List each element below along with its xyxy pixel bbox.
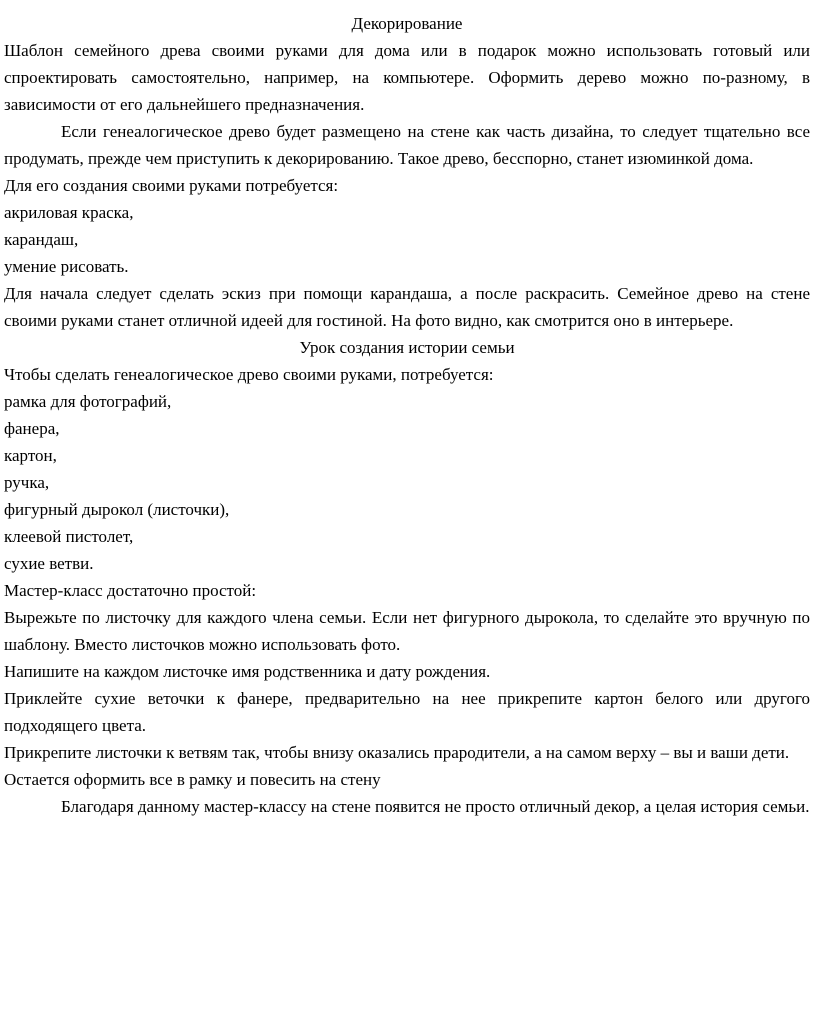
list-item-material-lesson: рамка для фотографий, [4, 392, 172, 411]
list-item-material-wall: карандаш, [4, 230, 79, 249]
paragraph-step-attach-leaves: Прикрепите листочки к ветвям так, чтобы внизу оказались прародители, а на самом верху – вы и ваши дети. [4, 743, 790, 762]
paragraph-step-frame: Остается оформить все в рамку и повесить на стену [4, 770, 381, 789]
list-item-material-wall: умение рисовать. [4, 257, 129, 276]
list-item-material-wall: акриловая краска, [4, 203, 134, 222]
list-item-material-lesson: сухие ветви. [4, 554, 94, 573]
paragraph-wall-design: Если генеалогическое древо будет размещено на стене как часть дизайна, то следует тщательно все продумать, прежде чем приступить к декорированию. Такое древо, бесспорно, станет изюминкой дома. [4, 122, 810, 168]
list-item-material-lesson: клеевой пистолет, [4, 527, 134, 546]
list-item-material-lesson: картон, [4, 446, 57, 465]
paragraph-step-glue-branches: Приклейте сухие веточки к фанере, предварительно на нее прикрепите картон белого или другого подходящего цвета. [4, 689, 810, 735]
paragraph-intro: Шаблон семейного древа своими руками для дома или в подарок можно использовать готовый или спроектировать самостоятельно, например, на компьютере. Оформить дерево можно по-разному, в зависимости от его дальнейшего предназначения. [4, 41, 810, 114]
paragraph-sketch: Для начала следует сделать эскиз при помощи карандаша, а после раскрасить. Семейное древо на стене своими руками станет отличной идеей для гостиной. На фото видно, как смотрится оно в интерьере. [4, 284, 810, 330]
list-item-material-lesson: фанера, [4, 419, 60, 438]
heading-materials-wall: Для его создания своими руками потребуется: [4, 176, 339, 195]
document-title: Декорирование [351, 14, 463, 33]
heading-lesson: Урок создания истории семьи [299, 338, 515, 357]
paragraph-outro: Благодаря данному мастер-классу на стене появится не просто отличный декор, а целая история семьи. [61, 797, 810, 816]
heading-masterclass: Мастер-класс достаточно простой: [4, 581, 257, 600]
paragraph-step-cut-leaves: Вырежьте по листочку для каждого члена семьи. Если нет фигурного дырокола, то сделайте это вручную по шаблону. Вместо листочков можно использовать фото. [4, 608, 810, 654]
list-item-material-lesson: фигурный дырокол (листочки), [4, 500, 230, 519]
heading-materials-lesson: Чтобы сделать генеалогическое древо своими руками, потребуется: [4, 365, 494, 384]
list-item-material-lesson: ручка, [4, 473, 50, 492]
paragraph-step-write-names: Напишите на каждом листочке имя родственника и дату рождения. [4, 662, 491, 681]
